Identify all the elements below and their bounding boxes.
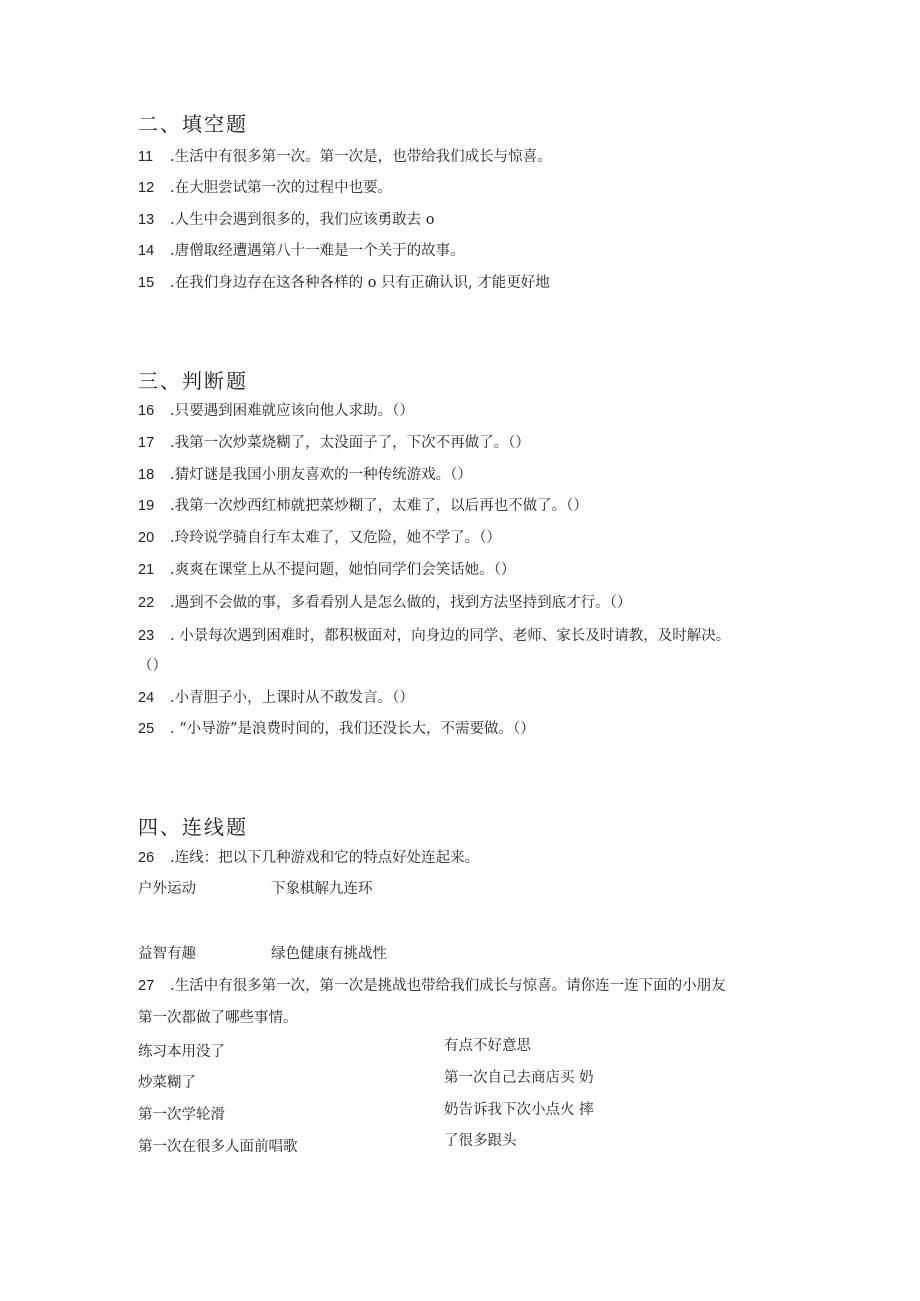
question-15: [138, 273, 550, 293]
question-number: 21: [138, 562, 155, 578]
question-text: .人生中会遇到很多的，我们应该勇敢去 o: [170, 212, 435, 228]
question-18: [138, 465, 472, 485]
question-text: .玲玲说学骑自行车太难了，又危险，她不学了。（）: [170, 530, 501, 546]
question-number: 25: [138, 721, 155, 737]
question-number: 16: [138, 403, 155, 419]
question-text: .我第一次炒西红柿就把菜炒糊了，太难了，以后再也不做了。（）: [170, 498, 588, 514]
match-right-item: 奶告诉我下次小点火 摔: [444, 1102, 594, 1118]
question-text: . 小景每次遇到困难时，都积极面对，向身边的同学、老师、家长及时请教，及时解决。: [170, 628, 731, 644]
question-text: .我第一次炒菜烧糊了，太没面子了，下次不再做了。（）: [170, 435, 530, 451]
match-left-item: 炒菜糊了: [138, 1075, 196, 1091]
match-left-item: 第一次学轮滑: [138, 1107, 225, 1123]
question-text: .猜灯谜是我国小朋友喜欢的一种传统游戏。（）: [170, 467, 472, 483]
question-24: [138, 688, 414, 708]
question-number: 19: [138, 498, 155, 514]
match-left-item: 户外运动: [138, 881, 196, 897]
match-right-item: 下象棋解九连环: [271, 881, 373, 897]
question-14: [138, 241, 465, 261]
match-left-item: 第一次在很多人面前唱歌: [138, 1139, 298, 1155]
question-19: [138, 496, 588, 516]
section-heading-true-false: 三、判断题: [138, 369, 248, 393]
question-17: [138, 433, 530, 453]
match-right-item: 了很多跟头: [444, 1133, 517, 1149]
match-right-item: 有点不好意思: [444, 1038, 531, 1054]
question-text: .遇到不会做的事，多看看别人是怎么做的，找到方法坚持到底才行。（）: [170, 595, 632, 611]
question-13: [138, 210, 434, 230]
question-16: [138, 401, 414, 421]
question-25: [138, 719, 535, 739]
match-right-item: 第一次自己去商店买 奶: [444, 1070, 594, 1086]
question-23-answer-paren: （）: [138, 658, 167, 674]
question-text: .生活中有很多第一次。第一次是，也带给我们成长与惊喜。: [170, 149, 552, 165]
question-text: .在大胆尝试第一次的过程中也要。: [170, 180, 393, 196]
question-27-continuation: 第一次都做了哪些事情。: [138, 1010, 298, 1026]
section-heading-fill-blank: 二、填空题: [138, 112, 248, 136]
question-22: [138, 593, 631, 613]
question-number: 11: [138, 149, 154, 165]
question-text: . “小导游”是浪费时间的，我们还没长大，不需要做。（）: [170, 721, 535, 737]
question-23: [138, 626, 730, 646]
question-number: 18: [138, 467, 155, 483]
question-text: .在我们身边存在这各种各样的 o 只有正确认识, 才能更好地: [170, 275, 550, 291]
question-text: .小青胆子小，上课时从不敢发言。（）: [170, 690, 414, 706]
question-text: .生活中有很多第一次，第一次是挑战也带给我们成长与惊喜。请你连一连下面的小朋友: [170, 978, 726, 994]
question-text: .爽爽在课堂上从不提问题，她怕同学们会笑话她。（）: [170, 562, 516, 578]
question-text: .唐僧取经遭遇第八十一难是一个关于的故事。: [170, 243, 465, 259]
question-number: 12: [138, 180, 155, 196]
match-right-item: 绿色健康有挑战性: [271, 946, 387, 962]
question-21: [138, 560, 515, 580]
section-heading-matching: 四、连线题: [138, 815, 248, 839]
question-20: [138, 528, 501, 548]
question-12: [138, 178, 392, 198]
question-number: 13: [138, 212, 155, 228]
match-left-item: 益智有趣: [138, 946, 196, 962]
question-number: 17: [138, 435, 155, 451]
question-26: [138, 848, 479, 868]
question-number: 15: [138, 275, 155, 291]
question-number: 24: [138, 690, 155, 706]
question-number: 22: [138, 595, 155, 611]
question-11: [138, 147, 552, 167]
question-27: [138, 976, 726, 996]
question-text: .连线：把以下几种游戏和它的特点好处连起来。: [170, 850, 480, 866]
question-number: 23: [138, 628, 155, 644]
question-text: .只要遇到困难就应该向他人求助。（）: [170, 403, 414, 419]
question-number: 20: [138, 530, 155, 546]
question-number: 26: [138, 850, 155, 866]
match-left-item: 练习本用没了: [138, 1044, 225, 1060]
question-number: 14: [138, 243, 155, 259]
question-number: 27: [138, 978, 155, 994]
